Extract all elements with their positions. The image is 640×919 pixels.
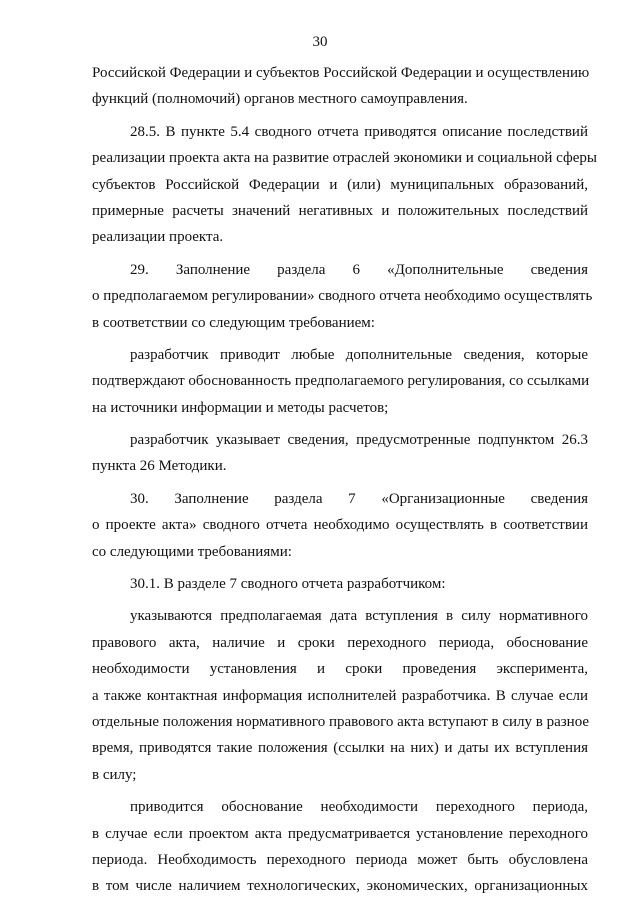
text-line: в соответствии со следующим требованием:: [92, 314, 375, 331]
text-line: о предполагаемом регулировании» сводного отчета необходимо осуществлять: [92, 288, 593, 305]
text-line: необходимости установления и сроки проведения эксперимента,: [92, 661, 588, 678]
text-line: разработчик указывает сведения, предусмотренные подпунктом 26.3: [130, 432, 588, 449]
text-line: примерные расчеты значений негативных и положительных последствий: [92, 202, 588, 219]
text-line: пункта 26 Методики.: [92, 458, 227, 475]
text-line: в силу;: [92, 766, 137, 783]
text-line: в случае если проектом акта предусматривается установление переходного: [92, 825, 588, 842]
text-line: реализации проекта акта на развитие отраслей экономики и социальной сферы: [92, 150, 597, 167]
text-line: со следующими требованиями:: [92, 543, 292, 560]
text-line: правового акта, наличие и сроки переходного периода, обоснование: [92, 634, 588, 651]
paragraph-29: 29. Заполнение раздела 6 «Дополнительные сведения: [130, 261, 588, 278]
paragraph-30: 30. Заполнение раздела 7 «Организационные сведения: [130, 490, 588, 507]
document-body: [92, 60, 597, 900]
text-line: о проекте акта» сводного отчета необходимо осуществлять в соответствии: [92, 517, 588, 534]
text-line: на источники информации и методы расчетов;: [92, 399, 389, 416]
text-line: разработчик приводит любые дополнительные сведения, которые: [130, 346, 588, 363]
paragraph-28-5: 28.5. В пункте 5.4 сводного отчета приводятся описание последствий: [130, 123, 588, 140]
text-line: функций (полномочий) органов местного самоуправления.: [92, 91, 468, 108]
text-line: Российской Федерации и субъектов Российской Федерации и осуществлению: [92, 65, 590, 81]
text-line: субъектов Российской Федерации и (или) муниципальных образований,: [92, 176, 588, 193]
text-line: а также контактная информация исполнителей разработчика. В случае если: [92, 687, 588, 704]
page-number: 30: [312, 34, 328, 50]
text-line: периода. Необходимость переходного периода может быть обусловлена: [92, 851, 588, 868]
text-line: в том числе наличием технологических, экономических, организационных: [92, 878, 588, 895]
text-line: приводится обоснование необходимости переходного периода,: [130, 799, 588, 816]
text-line: отдельные положения нормативного правового акта вступают в силу в разное: [92, 713, 590, 730]
text-line: время, приводятся такие положения (ссылки на них) и даты их вступления: [92, 740, 588, 757]
text-line: указываются предполагаемая дата вступления в силу нормативного: [130, 608, 588, 625]
text-line: подтверждают обоснованность предполагаемого регулирования, со ссылками: [92, 373, 590, 390]
paragraph-30-1: 30.1. В разделе 7 сводного отчета разработчиком:: [130, 576, 446, 593]
text-line: реализации проекта.: [92, 229, 224, 246]
